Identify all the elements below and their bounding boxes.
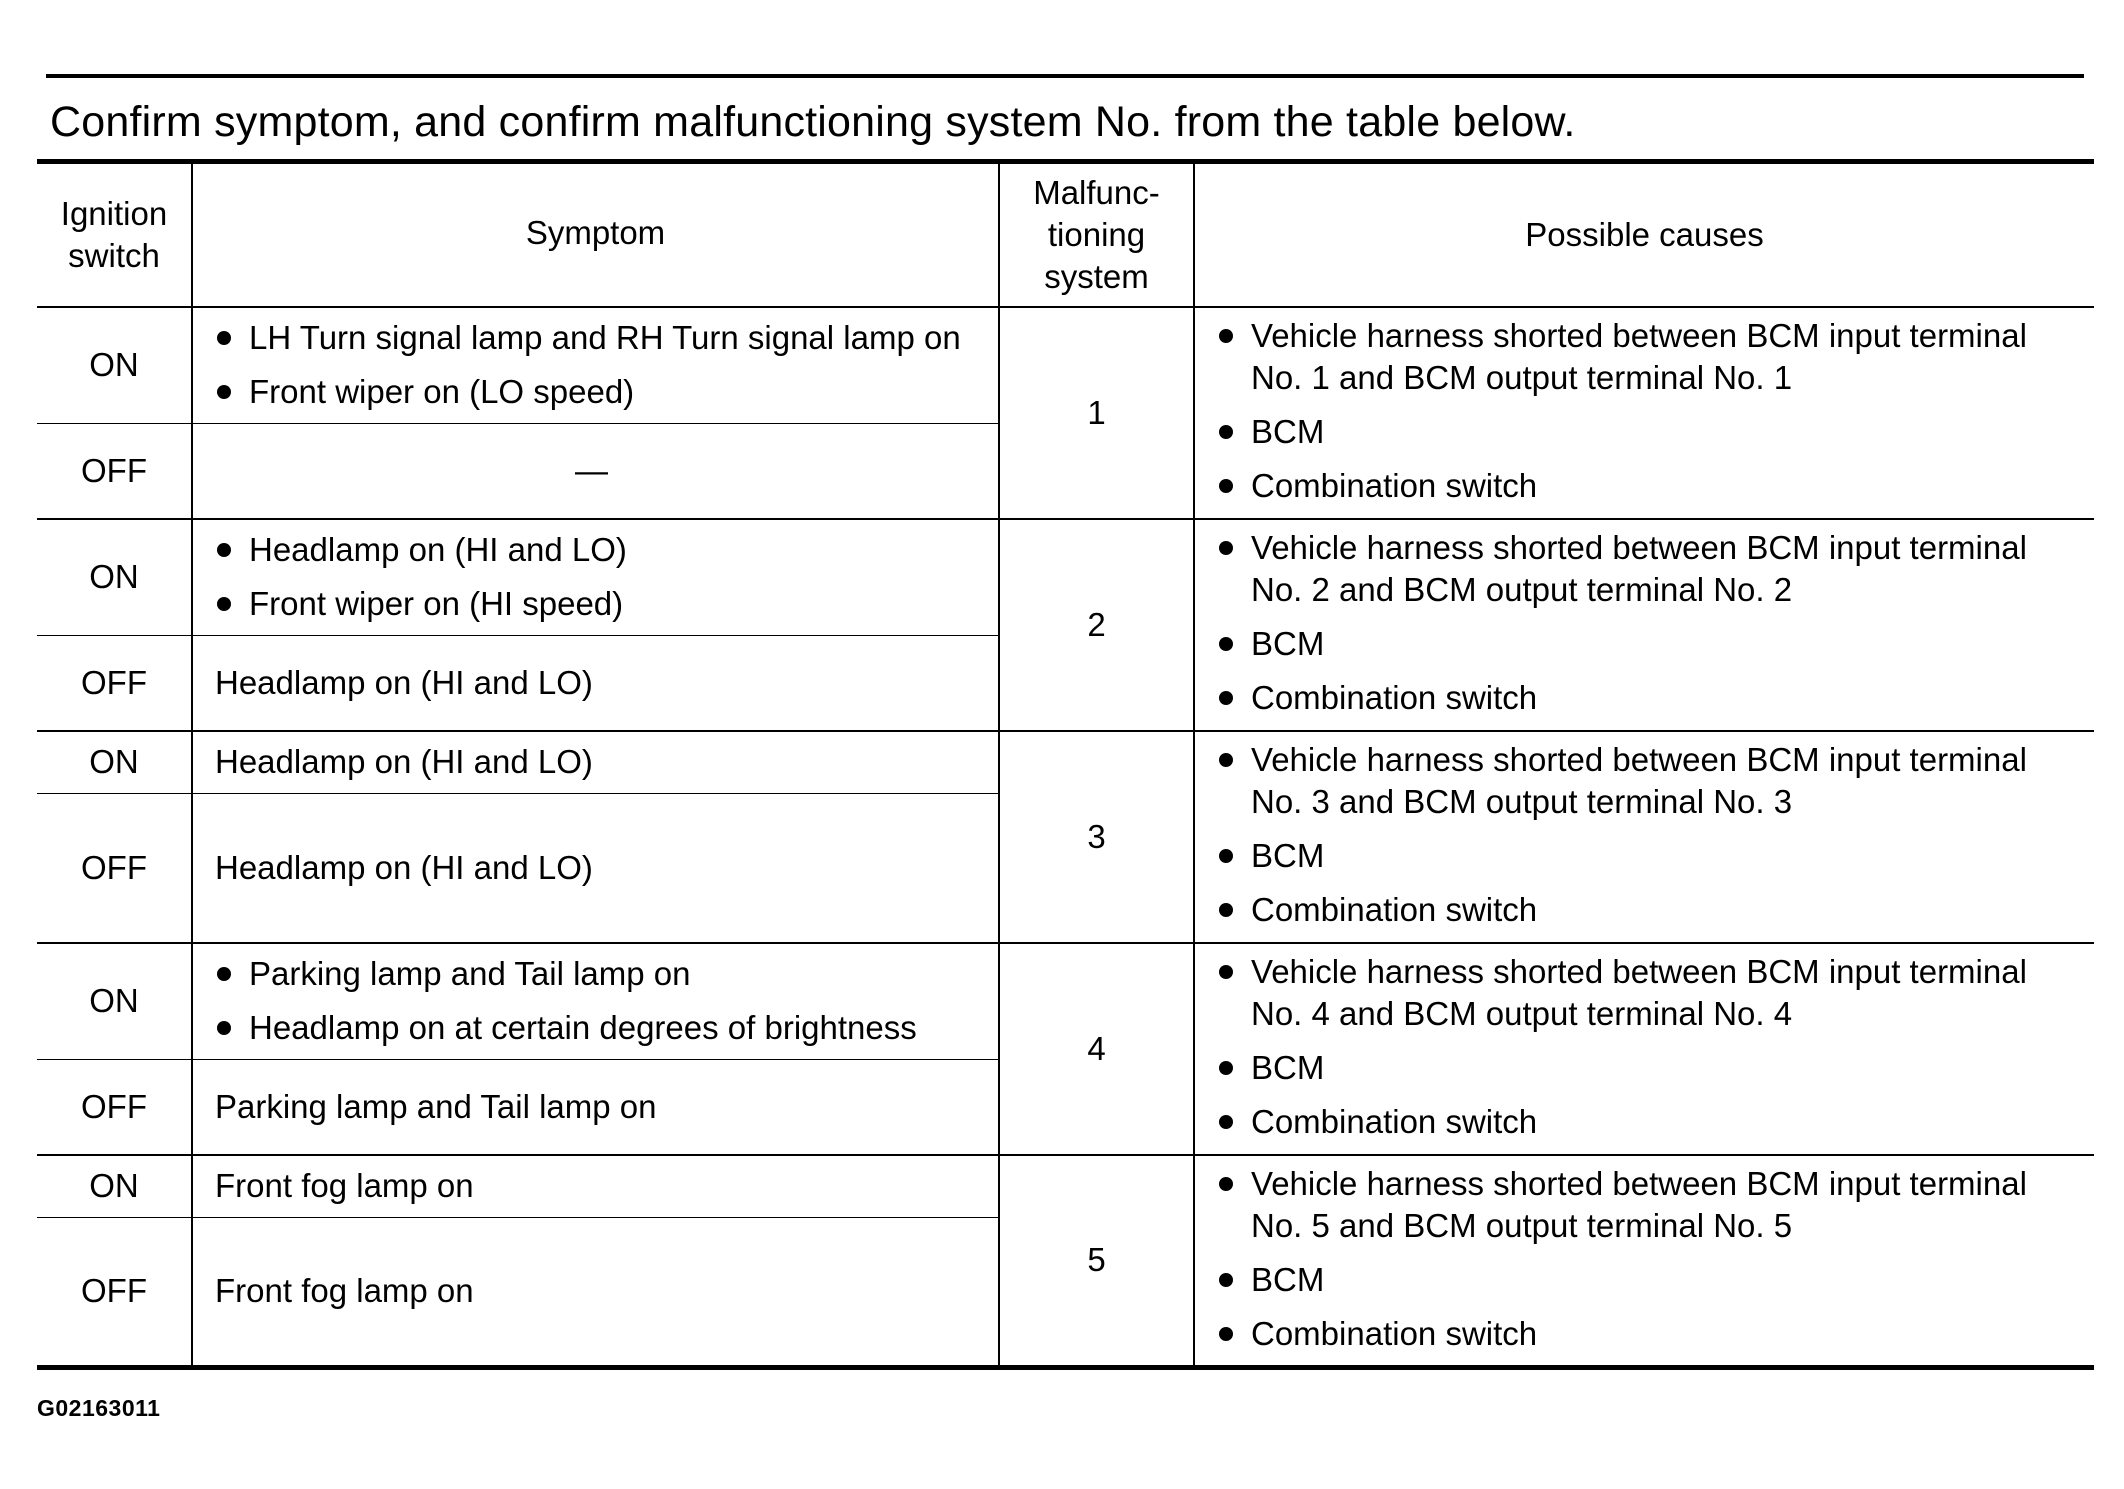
symptom-list <box>215 529 990 625</box>
ignition-switch-cell: ON <box>37 307 192 423</box>
ignition-switch-cell: OFF <box>37 1217 192 1367</box>
bullet-dot-icon <box>217 543 231 557</box>
symptom-list <box>215 317 990 413</box>
cause-text: BCM <box>1251 413 1325 450</box>
bullet-dot-icon <box>1219 903 1233 917</box>
causes-list <box>1217 315 2084 507</box>
bullet-dot-icon <box>217 1021 231 1035</box>
malfunctioning-system-cell: 1 <box>999 307 1194 519</box>
cause-text: Vehicle harness shorted between BCM input terminal No. 1 and BCM output terminal No. 1 <box>1251 317 2027 396</box>
bullet-dot-icon <box>1219 753 1233 767</box>
ignition-switch-cell: ON <box>37 731 192 793</box>
symptom-cell <box>192 731 999 793</box>
bullet-dot-icon <box>217 597 231 611</box>
cause-text: Vehicle harness shorted between BCM input terminal No. 4 and BCM output terminal No. 4 <box>1251 953 2027 1032</box>
top-rule <box>46 74 2084 78</box>
cause-text: Combination switch <box>1251 679 1538 716</box>
list-item <box>1217 889 2084 931</box>
ignition-switch-cell: ON <box>37 943 192 1059</box>
symptom-cell <box>192 793 999 943</box>
list-item <box>215 953 990 995</box>
list-item <box>1217 623 2084 665</box>
list-item <box>215 317 990 359</box>
cause-text: Combination switch <box>1251 467 1538 504</box>
header-malfunctioning-system: Malfunc- tioning system <box>999 162 1194 308</box>
list-item <box>1217 677 2084 719</box>
list-item <box>1217 1101 2084 1143</box>
table-row <box>37 943 2094 1059</box>
bullet-dot-icon <box>1219 329 1233 343</box>
bullet-dot-icon <box>217 331 231 345</box>
symptom-cell <box>192 1217 999 1367</box>
list-item <box>1217 1313 2084 1355</box>
symptom-text: Front wiper on (HI speed) <box>249 585 624 623</box>
causes-list <box>1217 951 2084 1143</box>
list-item <box>1217 1163 2084 1247</box>
symptom-text: Front wiper on (LO speed) <box>249 373 635 411</box>
cause-text: Combination switch <box>1251 891 1538 928</box>
possible-causes-cell <box>1194 519 2094 731</box>
table-row <box>37 731 2094 793</box>
ignition-switch-cell: OFF <box>37 793 192 943</box>
list-item <box>215 583 990 625</box>
list-item <box>1217 411 2084 453</box>
symptom-text: LH Turn signal lamp and RH Turn signal lamp on <box>249 319 961 357</box>
cause-text: Vehicle harness shorted between BCM input terminal No. 5 and BCM output terminal No. 5 <box>1251 1165 2027 1244</box>
possible-causes-cell <box>1194 731 2094 943</box>
cause-text: BCM <box>1251 625 1325 662</box>
cause-text: Vehicle harness shorted between BCM input terminal No. 3 and BCM output terminal No. 3 <box>1251 741 2027 820</box>
bullet-dot-icon <box>217 385 231 399</box>
bullet-dot-icon <box>1219 1115 1233 1129</box>
bullet-dot-icon <box>1219 479 1233 493</box>
table-body <box>37 307 2094 1367</box>
symptom-cell <box>192 1059 999 1155</box>
ignition-switch-cell: ON <box>37 1155 192 1217</box>
symptom-text: — <box>575 451 608 489</box>
symptom-list <box>215 953 990 1049</box>
bullet-dot-icon <box>1219 965 1233 979</box>
table-row <box>37 1155 2094 1217</box>
bullet-dot-icon <box>1219 1273 1233 1287</box>
cause-text: BCM <box>1251 1261 1325 1298</box>
bullet-dot-icon <box>1219 691 1233 705</box>
malfunctioning-system-cell: 5 <box>999 1155 1194 1367</box>
list-item <box>215 529 990 571</box>
bullet-dot-icon <box>217 967 231 981</box>
malfunctioning-system-cell: 4 <box>999 943 1194 1155</box>
list-item <box>215 1007 990 1049</box>
header-symptom: Symptom <box>192 162 999 308</box>
cause-text: Combination switch <box>1251 1103 1538 1140</box>
symptom-text: Parking lamp and Tail lamp on <box>215 1087 657 1125</box>
list-item <box>1217 1259 2084 1301</box>
symptom-text: Headlamp on (HI and LO) <box>215 663 593 701</box>
list-item <box>1217 739 2084 823</box>
cause-text: BCM <box>1251 1049 1325 1086</box>
list-item <box>1217 835 2084 877</box>
ignition-switch-cell: OFF <box>37 423 192 519</box>
symptom-text: Headlamp on (HI and LO) <box>215 743 593 781</box>
list-item <box>1217 1047 2084 1089</box>
instruction-heading: Confirm symptom, and confirm malfunctioning system No. from the table below. <box>50 98 1576 146</box>
table-row <box>37 519 2094 635</box>
symptom-text: Headlamp on (HI and LO) <box>215 848 593 886</box>
table-row <box>37 307 2094 423</box>
ignition-switch-cell: ON <box>37 519 192 635</box>
bullet-dot-icon <box>1219 425 1233 439</box>
cause-text: BCM <box>1251 837 1325 874</box>
bullet-dot-icon <box>1219 637 1233 651</box>
causes-list <box>1217 739 2084 931</box>
symptom-text: Front fog lamp on <box>215 1272 474 1309</box>
list-item <box>1217 315 2084 399</box>
symptom-text: Headlamp on at certain degrees of brightness <box>249 1009 917 1047</box>
header-possible-causes: Possible causes <box>1194 162 2094 308</box>
list-item <box>1217 951 2084 1035</box>
bullet-dot-icon <box>1219 541 1233 555</box>
cause-text: Vehicle harness shorted between BCM input terminal No. 2 and BCM output terminal No. 2 <box>1251 529 2027 608</box>
malfunctioning-system-cell: 3 <box>999 731 1194 943</box>
symptom-cell <box>192 307 999 423</box>
causes-list <box>1217 527 2084 719</box>
possible-causes-cell <box>1194 1155 2094 1367</box>
list-item <box>1217 465 2084 507</box>
malfunctioning-system-cell: 2 <box>999 519 1194 731</box>
symptom-cell <box>192 519 999 635</box>
cause-text: Combination switch <box>1251 1315 1538 1352</box>
figure-id: G02163011 <box>37 1395 161 1421</box>
causes-list <box>1217 1163 2084 1355</box>
diagnosis-table <box>37 159 2094 1370</box>
symptom-cell <box>192 635 999 731</box>
bullet-dot-icon <box>1219 849 1233 863</box>
list-item <box>1217 527 2084 611</box>
bullet-dot-icon <box>1219 1061 1233 1075</box>
header-ignition-switch: Ignition switch <box>37 162 192 308</box>
ignition-switch-cell: OFF <box>37 635 192 731</box>
possible-causes-cell <box>1194 943 2094 1155</box>
symptom-text: Front fog lamp on <box>215 1167 474 1205</box>
symptom-cell <box>192 943 999 1059</box>
bullet-dot-icon <box>1219 1177 1233 1191</box>
bullet-dot-icon <box>1219 1327 1233 1341</box>
symptom-cell <box>192 423 999 519</box>
list-item <box>215 371 990 413</box>
possible-causes-cell <box>1194 307 2094 519</box>
symptom-cell <box>192 1155 999 1217</box>
symptom-text: Headlamp on (HI and LO) <box>249 531 627 569</box>
symptom-text: Parking lamp and Tail lamp on <box>249 955 691 993</box>
ignition-switch-cell: OFF <box>37 1059 192 1155</box>
table-header-row <box>37 162 2094 308</box>
